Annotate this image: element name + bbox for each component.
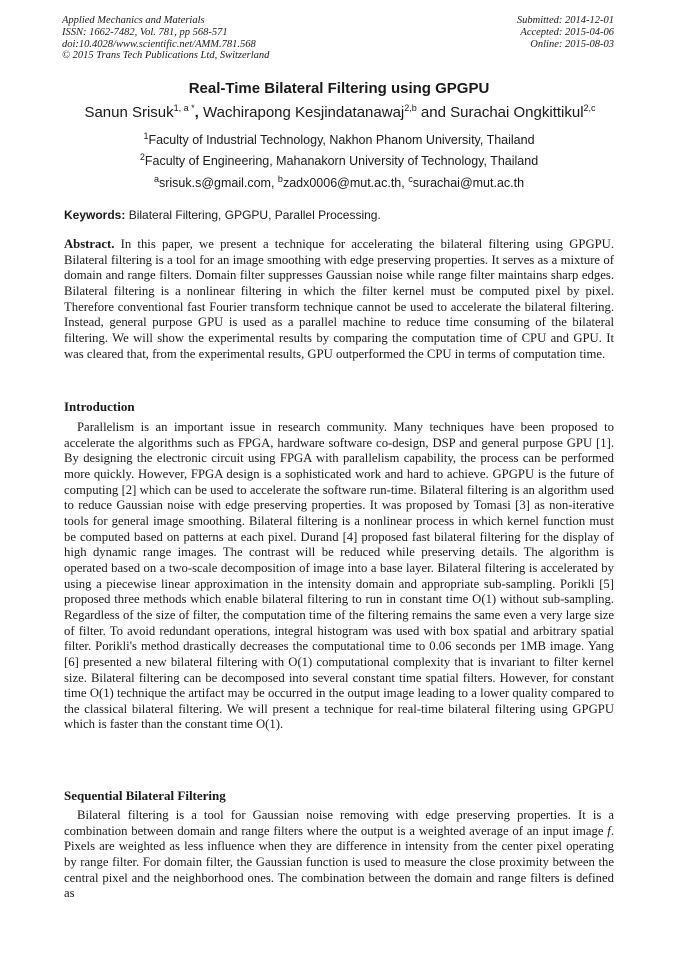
affiliation-superscript: 1 — [143, 131, 149, 141]
paper-title: Real-Time Bilateral Filtering using GPGPU — [188, 80, 490, 97]
abstract-label: Abstract. — [64, 237, 115, 251]
email-text: surachai@mut.ac.th — [412, 176, 525, 191]
keywords-text: Bilateral Filtering, GPGPU, Parallel Processing. — [125, 208, 381, 222]
journal-doi: doi:10.4028/www.scientific.net/AMM.781.568 — [62, 38, 256, 50]
email-superscript: b — [277, 174, 283, 184]
author-name: Wachirapong Kesjindatanawaj — [203, 104, 405, 121]
author-separator: , — [194, 104, 204, 121]
sequential-heading: Sequential Bilateral Filtering — [64, 788, 226, 803]
journal-issn: ISSN: 1662-7482, Vol. 781, pp 568-571 — [62, 26, 228, 38]
keywords-label: Keywords: — [64, 208, 126, 222]
author-superscript: 2,c — [583, 103, 596, 113]
author-name: Surachai Ongkittikul — [450, 104, 584, 121]
author-name: Sanun Srisuk — [84, 104, 174, 121]
email-text: srisuk.s@gmail.com, — [158, 176, 278, 191]
author-emails — [0, 174, 678, 190]
author-list — [60, 103, 620, 121]
introduction-heading: Introduction — [64, 399, 135, 414]
variable-f: f — [607, 823, 611, 838]
submitted-date: Submitted: 2014-12-01 — [516, 15, 614, 26]
affiliation-text: Faculty of Industrial Technology, Nakhon Phanom University, Thailand — [148, 133, 535, 148]
introduction-paragraph: Parallelism is an important issue in research community. Many techniques have been proposed to accelerate the algorithms such as FPGA, hardware software co-design, DSP and general purpose GPU [1]. By designing the electronic circuit using FPGA with parallelism capability, the process can be performed more quickly. However, FPGA design is a sophisticated work and hard to achieve. GPGPU is the future of computing [2] which can be used to accelerate the software run-time. Bilateral filtering is an algorithm used to reduce Gaussian noise with edge preserving properties. It was proposed by Tomasi [3] as non-iterative tools for general image smoothing. Bilateral filtering is a nonlinear process in which kernel function must be computed based on patterns at each pixel. Durand [4] proposed fast bilateral filtering for the display of high dynamic range images. The contrast will be reduced while preserving details. The algorithm is operated based on a two-scale decomposition of image into a base layer. Bilateral filtering is accelerated by using a piecewise linear approximation in the intensity domain and appropriate sub-sampling. Porikli [5] proposed three methods which enable bilateral filtering to run in constant time O(1) without sub-sampling. Regardless of the size of filter, the computation time of the filtering remains the same even a very large size of filter. To avoid redundant operations, integral histogram was used with box spatial and arbitrary spatial filter. Porikli's method drastically decreases the computational time to 0.06 seconds per 1MB image. Yang [6] presented a new bilateral filtering with O(1) computational complexity that is invariant to filter kernel size. Bilateral filtering can be decomposed into several constant time spatial filters. However, for constant time O(1) technique the artifact may be occurred in the output image leading to a lower quality compared to the classical bilateral filtering. We will present a technique for real-time bilateral filtering using GPGPU which is faster than the constant time O(1). — [64, 420, 614, 732]
email-superscript: a — [153, 174, 159, 184]
affiliation-text: Faculty of Engineering, Mahanakorn University of Technology, Thailand — [144, 154, 539, 169]
author-superscript: 1, a * — [173, 103, 195, 113]
journal-name: Applied Mechanics and Materials — [62, 15, 205, 26]
author-separator: and — [416, 104, 451, 121]
sequential-text: Bilateral filtering is a tool for Gaussian noise removing with edge preserving properties. It is a combination between domain and range filters where the output is a weighted average of an input image — [64, 808, 614, 838]
abstract-text: In this paper, we present a technique for accelerating the bilateral filtering using GPGPU. Bilateral filtering is a tool for an image smoothing with edge preserving properties. It serves as a mixture of domain and range filters. Domain filter suppresses Gaussian noise while range filter maintains sharp edges. Bilateral filtering is a nonlinear filtering in which the filter kernel must be computed pixel by pixel. Therefore conventional fast Fourier transform technique cannot be used to accelerate the bilateral filtering. Instead, general purpose GPU is used as a parallel machine to reduce time consuming of the bilateral filtering. We will show the experimental results by comparing the computation time of CPU and GPU. It was cleared that, from the experimental results, GPU outperformed the CPU in terms of computation time. — [64, 237, 614, 361]
abstract-paragraph — [64, 237, 614, 362]
affiliation-superscript: 2 — [139, 152, 145, 162]
publication-dates — [517, 15, 614, 50]
journal-copyright: © 2015 Trans Tech Publications Ltd, Switzerland — [62, 50, 270, 62]
author-superscript: 2,b — [404, 103, 417, 113]
affiliation-2 — [0, 152, 678, 168]
accepted-date: Accepted: 2015-04-06 — [520, 26, 614, 38]
email-superscript: c — [408, 174, 413, 184]
affiliation-1 — [0, 131, 678, 147]
sequential-text: . Pixels are weighted as less influence when they are difference in intensity from the center pixel operating by range filter. For domain filter, the Gaussian function is used to measure the close proximity between the central pixel and the neighborhood ones. The combination between the domain and range filters is defined as — [64, 823, 614, 901]
sequential-paragraph — [64, 808, 614, 902]
email-text: zadx0006@mut.ac.th, — [282, 176, 409, 191]
keywords-line — [64, 208, 381, 222]
journal-header — [62, 15, 269, 62]
online-date: Online: 2015-08-03 — [530, 38, 614, 50]
